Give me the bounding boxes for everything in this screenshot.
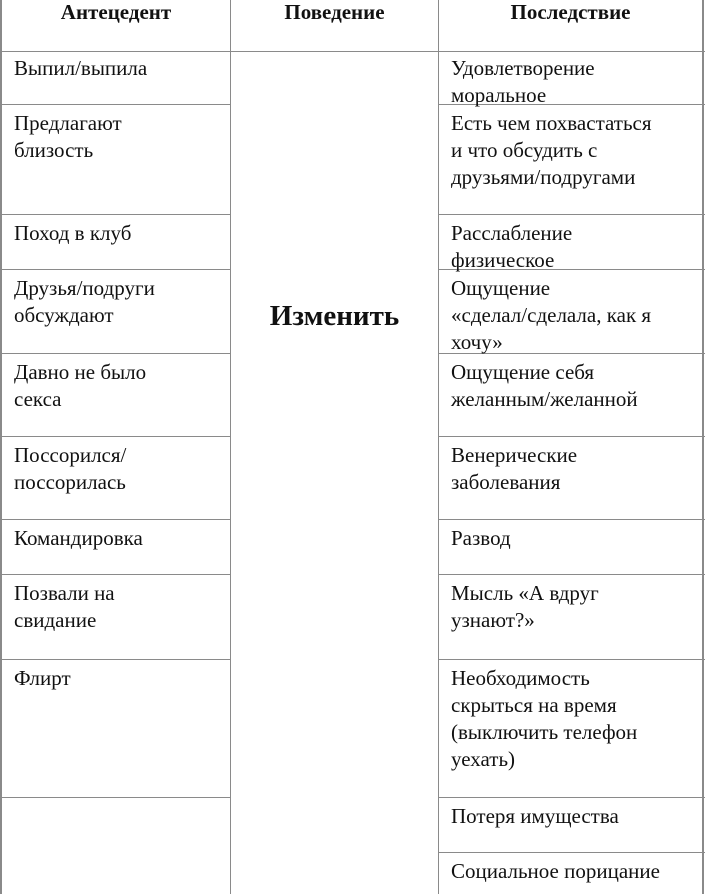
grid-line — [0, 353, 231, 354]
consequence-cell: Необходимость скрыться на время (выключить телефон уехать) — [451, 666, 638, 771]
grid-line — [0, 436, 231, 437]
behavior-value: Изменить — [269, 300, 400, 332]
grid-line — [0, 0, 2, 894]
grid-line — [438, 659, 705, 660]
grid-line — [0, 519, 231, 520]
antecedent-cell: Позвали на свидание — [14, 581, 115, 632]
grid-line — [0, 659, 231, 660]
grid-line — [0, 104, 231, 105]
grid-line — [0, 51, 705, 52]
grid-line — [438, 214, 705, 215]
grid-line — [438, 574, 705, 575]
grid-line — [0, 797, 231, 798]
grid-line — [438, 797, 705, 798]
antecedent-cell: Поход в клуб — [14, 221, 132, 245]
consequence-cell: Ощущение «сделал/сделала, как я хочу» — [451, 276, 652, 354]
consequence-cell: Расслабление физическое — [451, 221, 573, 272]
grid-line — [438, 519, 705, 520]
grid-line — [702, 0, 704, 894]
grid-line — [0, 574, 231, 575]
grid-line — [438, 0, 439, 894]
grid-line — [0, 214, 231, 215]
header-consequence: Последствие — [510, 0, 631, 24]
antecedent-cell: Выпил/выпила — [14, 56, 148, 80]
consequence-cell: Мысль «А вдруг узнают?» — [451, 581, 599, 632]
antecedent-cell: Командировка — [14, 526, 143, 550]
header-antecedent: Антецедент — [60, 0, 172, 24]
consequence-cell: Венерические заболевания — [451, 443, 578, 494]
antecedent-cell: Поссорился/ поссорилась — [14, 443, 127, 494]
antecedent-cell: Друзья/подруги обсуждают — [14, 276, 155, 327]
consequence-cell: Социальное порицание — [451, 859, 660, 883]
grid-line — [438, 852, 705, 853]
consequence-cell: Ощущение себя желанным/желанной — [451, 360, 638, 411]
grid-line — [438, 436, 705, 437]
header-behavior: Поведение — [284, 0, 385, 24]
grid-line — [0, 269, 231, 270]
consequence-cell: Потеря имущества — [451, 804, 619, 828]
grid-line — [230, 0, 231, 894]
antecedent-cell: Давно не было секса — [14, 360, 147, 411]
antecedent-cell: Флирт — [14, 666, 71, 690]
consequence-cell: Удовлетворение моральное — [451, 56, 595, 107]
consequence-cell: Развод — [451, 526, 511, 550]
consequence-cell: Есть чем похвастаться и что обсудить с друзьями/подругами — [451, 111, 652, 189]
antecedent-cell: Предлагают близость — [14, 111, 122, 162]
